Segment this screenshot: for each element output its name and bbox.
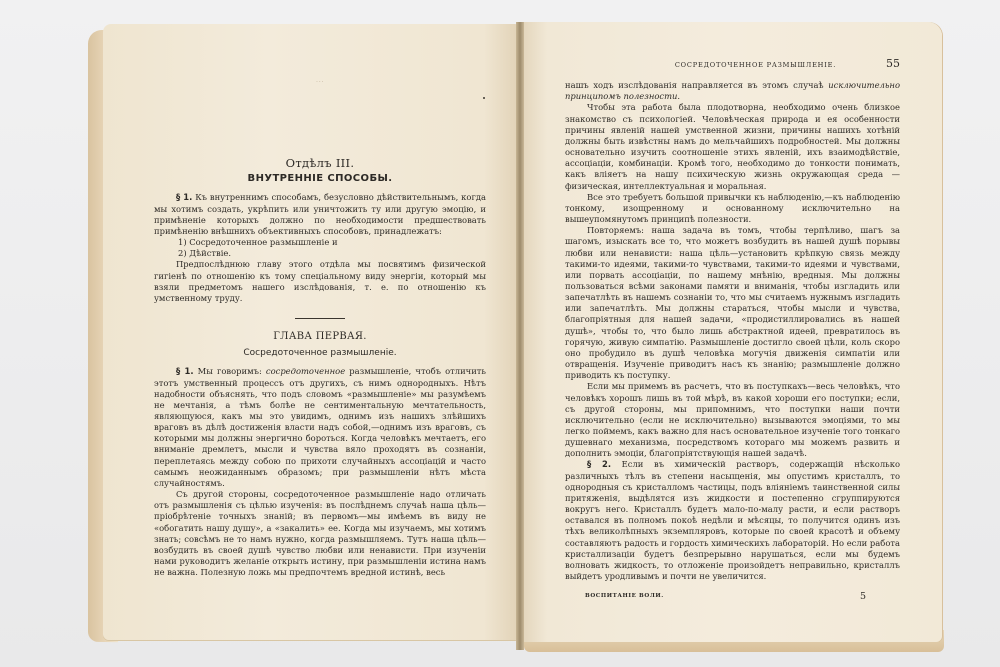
p5-text: Если въ химическій растворъ, содержащій нѣсколько различныхъ тѣлъ въ степени насыщенія, мы опустимъ кристаллъ, то однородныя съ кристалломъ частицы, подъ вліяніемъ таинственной силы притяженія, выдѣлятся изъ жидкости и постепенно сгруппируются вокругъ него. Кристаллъ будетъ мало-по-малу расти, и если растворъ оставался въ полномъ покоѣ недѣли и мѣсяцы, то получится одинъ изъ тѣхъ великолѣпныхъ экземпляровъ, которые по своей красотѣ и объему составляютъ радость и гордость химическихъ лабораторій. Но если работа кристаллизаціи будетъ безпрерывно нарушаться, если мы будемъ волновать жидкость, то отложеніе произойдетъ неправильно, кристаллъ выйдетъ уродливымъ и почти не увеличится. bbox=[565, 459, 900, 582]
paragraph-3: Повторяемъ: наша задача въ томъ, чтобы терпѣливо, шагъ за шагомъ, изыскать все то, что можетъ возбудить въ нашей душѣ порывы любви или ненависти: наша цѣль—установить крѣпкую связь между такими-то идеями, такими-то чувствами, такими-то идеями и чувствами, или порвать ассоціаціи, по нашему мнѣнію, вредныя. Мы должны пользоваться всѣми законами памяти и вниманія, чтобы изгладить или запечатлѣть въ нашемъ сознаніи то, что мы считаемъ нужнымъ изгладить или запечатлѣть. Мы должны стараться, чтобы мысли и чувства, благопріятныя для нашей задачи, «продистиллировались въ нашей душѣ», чтобы то, что было лишь абстрактной идеей, превратилось въ горячую, живую симпатію. Размышленіе достигло своей цѣли, коль скоро оно пробудило въ душѣ человѣка могучія движенія симпатіи или отвращенія. Изученіе приводитъ насъ къ знанію; размышленіе должно приводить къ поступку. bbox=[565, 225, 900, 381]
chapter-heading: ГЛАВА ПЕРВАЯ. bbox=[273, 331, 367, 343]
intro-text: Къ внутреннимъ способамъ, безусловно дѣйствительнымъ, когда мы хотимъ создать, укрѣпить или уничтожить ту или другую эмоцію, и примѣненіе которыхъ должно по необходимости предшествовать примѣненію внѣшнихъ объективныхъ способовъ, принадлежатъ: bbox=[154, 192, 487, 236]
c1-italic: исключительно принципомъ полезности. bbox=[565, 80, 900, 102]
intro-paragraph bbox=[154, 192, 486, 237]
paragraph-4: Если мы примемъ въ расчетъ, что въ поступкахъ—весь человѣкъ, что человѣкъ хорошъ лишь въ той мѣрѣ, въ какой хороши его поступки; если, съ другой стороны, мы припомнимъ, что поступки наши почти исключительно (если не исключительно) вызываются эмоціями, то мы легко поймемъ, какъ важно для насъ основательное изученіе того тонкаго душевнаго механизма, посредствомъ котораго мы можемъ развить и дополнить эмоціи, благопріятствующія нашей задачѣ. bbox=[565, 381, 900, 459]
paragraph-1: Чтобы эта работа была плодотворна, необходимо очень близкое знакомство съ психологіей. Человѣческая природа и ея особенности причины явленій нашей умственной жизни, причины нашихъ хотѣній должны быть извѣстны намъ до мельчайшихъ подробностей. Мы должны основательно изучить соотношеніе этихъ явленій, ихъ взаимодѣйствіе, ассоціаціи, комбинаціи. Кромѣ того, необходимо до тонкости понимать, какъ вліяетъ на нашу психическую жизнь окружающая среда — физическая, интеллектуальная и моральная. bbox=[565, 102, 900, 191]
p1-rest: размышленіе, чтобъ отличить этотъ умственный процессъ отъ другихъ, съ нимъ однородныхъ. Нѣтъ надобности объяснять, что подъ словомъ «размышленіе» мы разумѣемъ не мечтанія, а тѣмъ болѣе не сентиментальную мечтательность, являющуюся, какъ мы это увидимъ, однимъ изъ нашихъ злѣйшихъ враговъ въ дѣлѣ достиженія власти надъ собой,—однимъ изъ враговъ, съ которыми мы должны энергично бороться. Когда человѣкъ мечтаетъ, его вниманіе дремлетъ, мысли и чувства вяло проходятъ въ сознаніи, переплетаясь между собою по прихоти случайныхъ ассоціацій и часто самымъ неожиданнымъ образомъ; при размышленіи нѣтъ мѣста случайностямъ. bbox=[154, 366, 486, 488]
right-page-text bbox=[565, 58, 900, 602]
page-footer bbox=[565, 591, 900, 602]
divider bbox=[295, 318, 345, 319]
paragraph-2: Съ другой стороны, сосредоточенное размышленіе надо отличать отъ размышленія съ цѣлью изученія: въ послѣднемъ случаѣ наша цѣль—пріобрѣтеніе точныхъ знаній; въ первомъ—мы имѣемъ въ виду не «обогатить нашу душу», а «закалить» ее. Когда мы изучаемъ, мы хотимъ знать; совсѣмъ не то намъ нужно, когда размышляемъ. Тутъ наша цѣль—возбудить въ своей душѣ чувство любви или ненависти. При изученіи нами руководитъ желаніе открыть истину, при размышленіи истина намъ не важна. Полезную ложь мы предпочтемъ вредной истинѣ, весь bbox=[154, 489, 486, 578]
list-item: 2) Дѣйствіе. bbox=[178, 248, 232, 259]
running-head-title: СОСРЕДОТОЧЕННОЕ РАЗМЫШЛЕНІЕ. bbox=[674, 61, 837, 69]
left-page-text bbox=[154, 75, 486, 578]
department-title: ВНУТРЕННІЕ СПОСОБЫ. bbox=[247, 173, 393, 185]
left-running-head-faded: ... bbox=[315, 76, 325, 84]
continued-paragraph bbox=[565, 80, 900, 102]
signature-mark: ВОСПИТАНІЕ ВОЛИ. bbox=[585, 593, 664, 600]
p1-lead: Мы говоримъ: bbox=[193, 366, 266, 377]
running-head bbox=[565, 58, 900, 71]
section-marker: § 1. bbox=[176, 192, 193, 203]
department-heading: Отдѣлъ III. bbox=[285, 156, 355, 171]
paragraph-5 bbox=[565, 459, 900, 582]
paragraph-1 bbox=[154, 366, 486, 489]
paragraph-2: Все это требуетъ большой привычки къ наблюденію,—къ наблюденію тонкому, изощренному и основанному исключительно на вышеупомянутомъ принципѣ полезности. bbox=[565, 191, 900, 225]
signature-number: 5 bbox=[859, 591, 866, 603]
c1-lead: нашъ ходъ изслѣдованія направляется въ этомъ случаѣ bbox=[565, 80, 829, 91]
section-marker: § 1. bbox=[176, 366, 194, 377]
section-marker: § 2. bbox=[587, 459, 612, 470]
list-item: 1) Сосредоточенное размышленіе и bbox=[178, 237, 338, 248]
page-number: 55 bbox=[885, 57, 900, 70]
after-list-paragraph: Предпослѣднюю главу этого отдѣла мы посвятимъ физической гигіенѣ по отношенію къ тому спеціальному виду энергіи, который мы взяли предметомъ нашего изслѣдованія, т. е. по отношенію къ умственному труду. bbox=[154, 259, 486, 303]
book-gutter bbox=[516, 22, 524, 650]
p1-italic: сосредоточенное bbox=[265, 366, 346, 377]
chapter-title: Сосредоточенное размышленіе. bbox=[243, 348, 397, 359]
